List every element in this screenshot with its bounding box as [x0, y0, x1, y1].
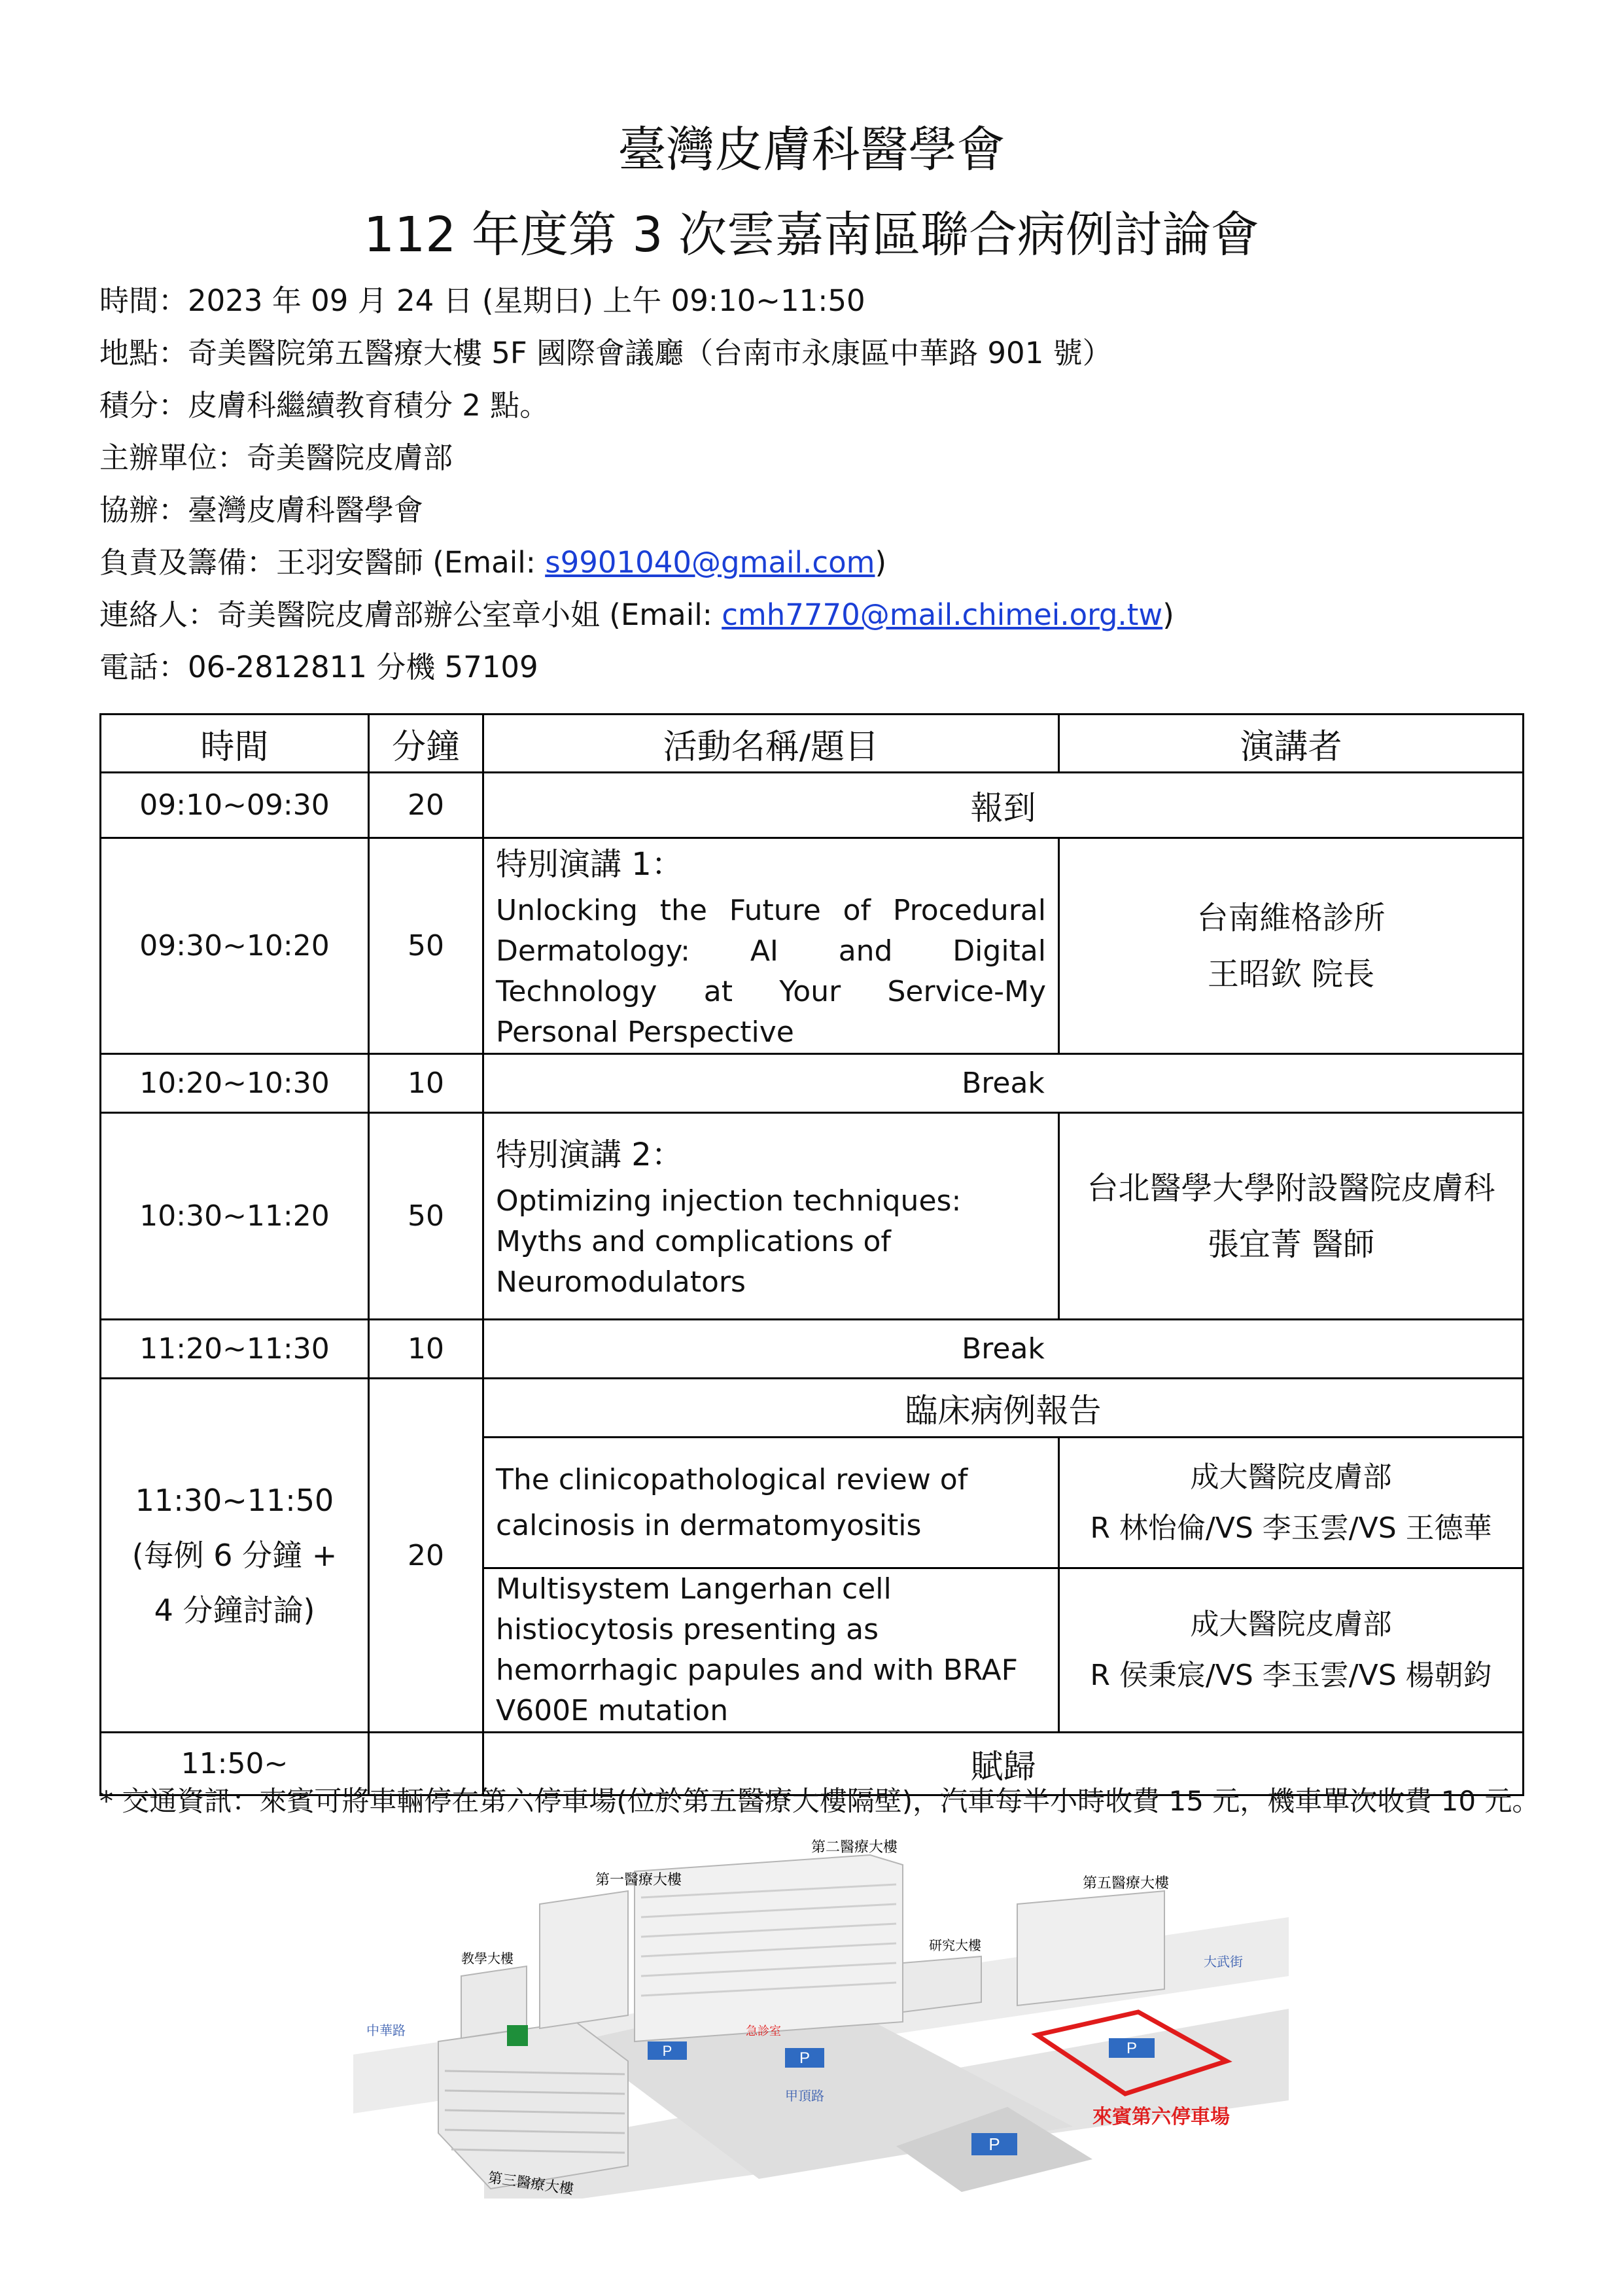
cell-speaker — [1059, 1113, 1524, 1320]
table-row — [101, 1320, 1524, 1379]
organizer-close: ) — [875, 545, 887, 580]
table-row — [101, 773, 1524, 838]
info-place: 地點：奇美醫院第五醫療大樓 5F 國際會議廳（台南市永康區中華路 901 號） — [99, 336, 1112, 370]
info-host: 主辦單位：奇美醫院皮膚部 — [99, 440, 453, 475]
info-phone: 電話：06-2812811 分機 57109 — [99, 650, 538, 684]
building-5 — [1017, 1891, 1164, 2005]
contact-email-link[interactable]: cmh7770@mail.chimei.org.tw — [722, 597, 1163, 632]
org-title: 臺灣皮膚科醫學會 — [618, 122, 1005, 178]
building-research — [903, 1956, 981, 2012]
case-time-note: 4 分鐘討論) — [154, 1593, 315, 1628]
label-er: 急診室 — [746, 2024, 781, 2038]
cell-minutes: 50 — [369, 1113, 483, 1320]
cell-topic — [483, 1568, 1059, 1733]
topic-text: The clinicopathological review of calcinosis in dermatomyositis — [496, 1462, 968, 1542]
table-header-row — [101, 715, 1524, 773]
cell-speaker — [1059, 838, 1524, 1054]
header-time: 時間 — [101, 715, 369, 773]
cell-time: 09:30~10:20 — [101, 838, 369, 1054]
parking-sign — [1109, 2038, 1155, 2058]
header-minutes: 分鐘 — [369, 715, 483, 773]
table-row — [101, 1379, 1524, 1438]
cell-break: Break — [483, 1320, 1524, 1379]
speaker-name: R 侯秉宸/VS 李玉雲/VS 楊朝鈞 — [1090, 1659, 1492, 1692]
info-contact — [99, 589, 1174, 641]
parking-sign — [971, 2133, 1017, 2155]
cell-time: 10:20~10:30 — [101, 1054, 369, 1113]
contact-label: 連絡人：奇美醫院皮膚部辦公室章小姐 (Email: — [99, 597, 722, 632]
building-3 — [438, 2022, 628, 2189]
speaker-affiliation: 成大醫院皮膚部 — [1190, 1608, 1392, 1641]
cell-speaker — [1059, 1568, 1524, 1733]
event-title: 112 年度第 3 次雲嘉南區聯合病例討論會 — [364, 207, 1259, 263]
cell-minutes: 20 — [369, 1379, 483, 1733]
speaker-name: 王昭欽 院長 — [1207, 955, 1375, 993]
cell-time: 11:50~ — [101, 1733, 369, 1795]
label-research: 研究大樓 — [929, 1939, 981, 1953]
cell-break: Break — [483, 1054, 1524, 1113]
building-1 — [540, 1891, 628, 2028]
topic-heading: 特別演講 2： — [496, 1137, 683, 1173]
speaker-affiliation: 台南維格診所 — [1196, 899, 1386, 936]
table-row — [101, 1113, 1524, 1320]
cell-closing: 賦歸 — [483, 1733, 1524, 1795]
info-time: 時間：2023 年 09 月 24 日 (星期日) 上午 09:10~11:50 — [99, 283, 865, 318]
topic-heading: 特別演講 1： — [496, 846, 683, 883]
table-row — [101, 838, 1524, 1054]
cell-registration: 報到 — [483, 773, 1524, 838]
cell-time — [101, 1379, 369, 1733]
svg-text:P: P — [799, 2049, 811, 2067]
info-credit: 積分：皮膚科繼續教育積分 2 點。 — [99, 388, 550, 423]
speaker-affiliation: 成大醫院皮膚部 — [1190, 1460, 1392, 1494]
case-time: 11:30~11:50 — [135, 1483, 334, 1518]
cell-time: 09:10~09:30 — [101, 773, 369, 838]
cell-minutes: 20 — [369, 773, 483, 838]
speaker-name: R 林怡倫/VS 李玉雲/VS 王德華 — [1090, 1511, 1492, 1545]
label-building-1: 第一醫療大樓 — [595, 1871, 682, 1888]
label-road-dawu: 大武街 — [1204, 1955, 1243, 1969]
label-teaching: 教學大樓 — [461, 1952, 514, 1966]
info-cohost: 協辦：臺灣皮膚科醫學會 — [99, 493, 424, 527]
convenience-store-icon — [507, 2025, 528, 2046]
cell-section-title: 臨床病例報告 — [483, 1379, 1524, 1438]
cell-time: 10:30~11:20 — [101, 1113, 369, 1320]
topic-text: Multisystem Langerhan cell histiocytosis presenting as hemorrhagic papules and with BRAF V600E mutation — [496, 1572, 1018, 1727]
label-parking-6: 來賓第六停車場 — [1092, 2106, 1230, 2128]
label-road-jiading: 甲頂路 — [785, 2089, 824, 2104]
cell-topic — [483, 1113, 1059, 1320]
cell-topic — [483, 838, 1059, 1054]
cell-time: 11:20~11:30 — [101, 1320, 369, 1379]
header-topic: 活動名稱/題目 — [483, 715, 1059, 773]
organizer-email-link[interactable]: s9901040@gmail.com — [545, 545, 875, 580]
label-building-5: 第五醫療大樓 — [1083, 1875, 1170, 1891]
svg-text:P: P — [1126, 2040, 1138, 2057]
case-time-note: (每例 6 分鐘 + — [131, 1538, 338, 1573]
cell-speaker — [1059, 1438, 1524, 1568]
label-road-zhonghua: 中華路 — [366, 2024, 406, 2038]
topic-text: Unlocking the Future of Procedural Dermatology: AI and Digital Technology at Your Service-My Personal Perspective — [496, 894, 1046, 1049]
label-building-2: 第二醫療大樓 — [811, 1839, 898, 1855]
svg-text:P: P — [988, 2134, 1000, 2154]
header-speaker: 演講者 — [1059, 715, 1524, 773]
speaker-affiliation: 台北醫學大學附設醫院皮膚科 — [1087, 1169, 1495, 1207]
info-organizer — [99, 537, 1174, 589]
svg-text:P: P — [662, 2043, 672, 2059]
parking-sign — [648, 2041, 687, 2060]
organizer-label: 負責及籌備：王羽安醫師 (Email: — [99, 545, 546, 580]
parking-sign — [785, 2048, 824, 2068]
event-info — [99, 275, 1174, 694]
cell-minutes: 10 — [369, 1320, 483, 1379]
cell-minutes: 50 — [369, 838, 483, 1054]
label-building-3: 第三醫療大樓 — [487, 2169, 575, 2198]
table-row — [101, 1054, 1524, 1113]
campus-map — [353, 1826, 1289, 2199]
schedule-table — [99, 713, 1524, 1796]
cell-topic — [483, 1438, 1059, 1568]
cell-minutes: 10 — [369, 1054, 483, 1113]
topic-text: Optimizing injection techniques: Myths and complications of Neuromodulators — [496, 1184, 962, 1299]
contact-close: ) — [1162, 597, 1174, 632]
speaker-name: 張宜菁 醫師 — [1207, 1226, 1375, 1263]
transport-note: * 交通資訊：來賓可將車輛停在第六停車場(位於第五醫療大樓隔壁)，汽車每半小時收費 15 元，機車單次收費 10 元。 — [99, 1785, 1540, 1817]
